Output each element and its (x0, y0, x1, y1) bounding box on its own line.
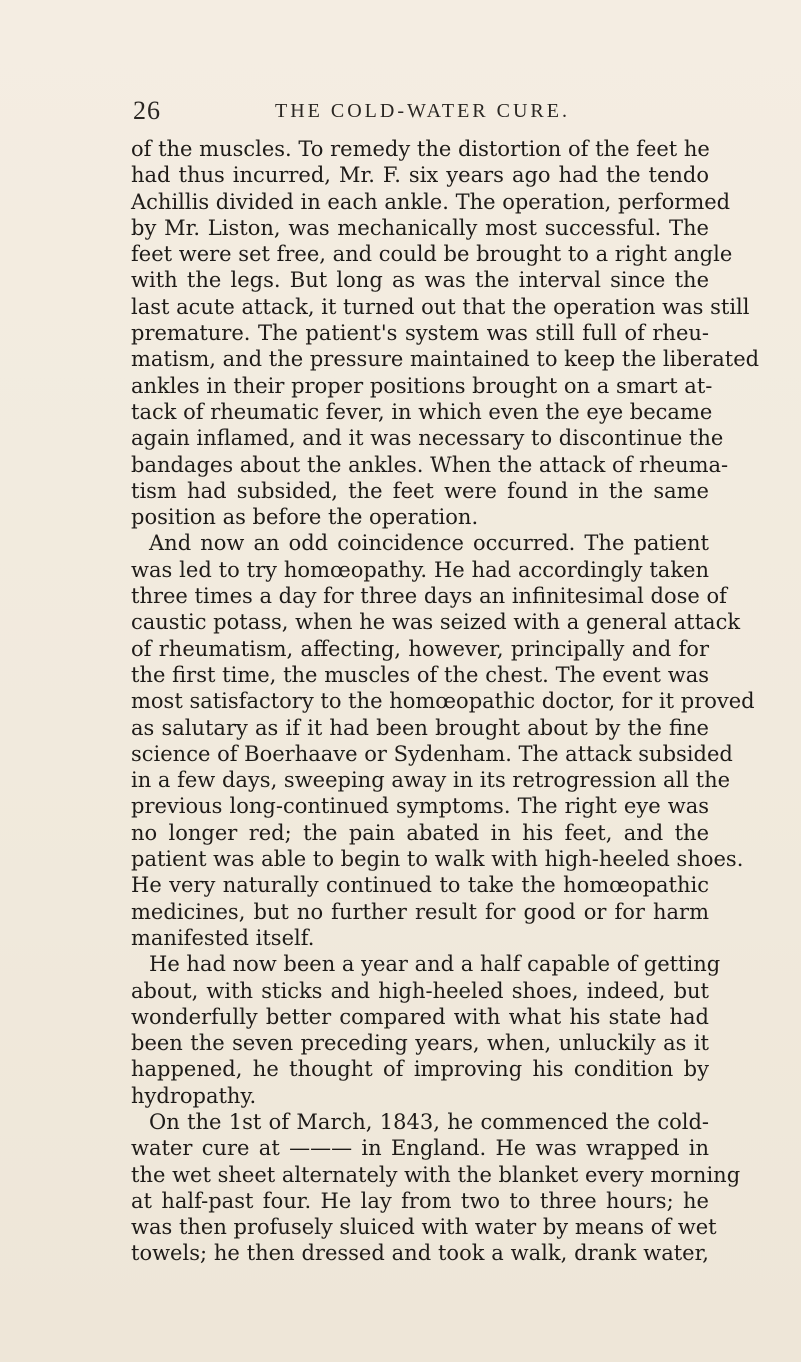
text-line: previous long-continued symptoms. The right eye was (131, 794, 709, 819)
text-line: bandages about the ankles. When the attack of rheuma- (131, 452, 729, 477)
text-line: feet were set free, and could be brought to a right angle (131, 242, 733, 267)
text-line: of rheumatism, affecting, however, principally and for (131, 636, 709, 661)
text-line: He had now been a year and a half capable of getting (149, 952, 721, 977)
text-line: again inflamed, and it was necessary to discontinue the (131, 426, 724, 451)
text-line: of the muscles. To remedy the distortion of the feet he (131, 137, 710, 161)
text-line: tism had subsided, the feet were found in the same (131, 478, 709, 503)
text-line: caustic potass, when he was seized with a general attack (131, 610, 741, 635)
text-line: last acute attack, it turned out that the operation was still (131, 294, 750, 319)
text-line: no longer red; the pain abated in his feet, and the (131, 820, 709, 845)
text-line: been the seven preceding years, when, unluckily as it (131, 1031, 709, 1056)
text-line: by Mr. Liston, was mechanically most successful. The (131, 215, 709, 240)
text-line: hydropathy. (131, 1083, 257, 1108)
text-line: at half-past four. He lay from two to three hours; he (131, 1188, 709, 1213)
text-line: position as before the operation. (131, 505, 479, 530)
text-line: ankles in their proper positions brought on a smart at- (131, 373, 713, 398)
running-title: THE COLD-WATER CURE. (275, 100, 570, 122)
text-line: as salutary as if it had been brought about by the fine (131, 715, 709, 740)
text-line: was led to try homœopathy. He had accordingly taken (131, 557, 709, 582)
text-line: On the 1st of March, 1843, he commenced the cold- (149, 1109, 709, 1134)
text-line: tack of rheumatic fever, in which even the eye became (131, 399, 713, 424)
text-line: happened, he thought of improving his condition by (131, 1057, 709, 1082)
text-line: was then profusely sluiced with water by means of wet (131, 1215, 717, 1240)
text-line: with the legs. But long as was the interval since the (131, 268, 709, 293)
text-line: science of Boerhaave or Sydenham. The attack subsided (131, 741, 733, 766)
text-line: patient was able to begin to walk with high-heeled shoes. (131, 847, 744, 872)
text-line: Achillis divided in each ankle. The operation, performed (131, 189, 731, 214)
page-number: 26 (133, 96, 161, 125)
text-line: And now an odd coincidence occurred. The patient (149, 531, 709, 556)
text-line: matism, and the pressure maintained to keep the liberated (131, 347, 760, 372)
text-line: manifested itself. (131, 925, 315, 950)
text-line: medicines, but no further result for good or for harm (131, 899, 709, 924)
body-text (131, 136, 760, 1267)
text-line: had thus incurred, Mr. F. six years ago had the tendo (131, 163, 709, 188)
text-line: about, with sticks and high-heeled shoes, indeed, but (131, 978, 709, 1003)
text-line: the first time, the muscles of the chest. The event was (131, 662, 709, 687)
text-line: towels; he then dressed and took a walk, drank water, (131, 1241, 709, 1266)
text-line: He very naturally continued to take the homœopathic (131, 873, 709, 898)
text-line: three times a day for three days an infinitesimal dose of (131, 584, 727, 609)
text-line: premature. The patient's system was still full of rheu- (131, 321, 709, 346)
text-line: most satisfactory to the homœopathic doctor, for it proved (131, 689, 755, 714)
running-head (133, 96, 700, 136)
text-line: wonderfully better compared with what his state had (131, 1004, 709, 1029)
text-line: water cure at ——— in England. He was wrapped in (131, 1136, 709, 1161)
text-line: the wet sheet alternately with the blanket every morning (131, 1162, 741, 1187)
text-line: in a few days, sweeping away in its retrogression all the (131, 768, 731, 793)
